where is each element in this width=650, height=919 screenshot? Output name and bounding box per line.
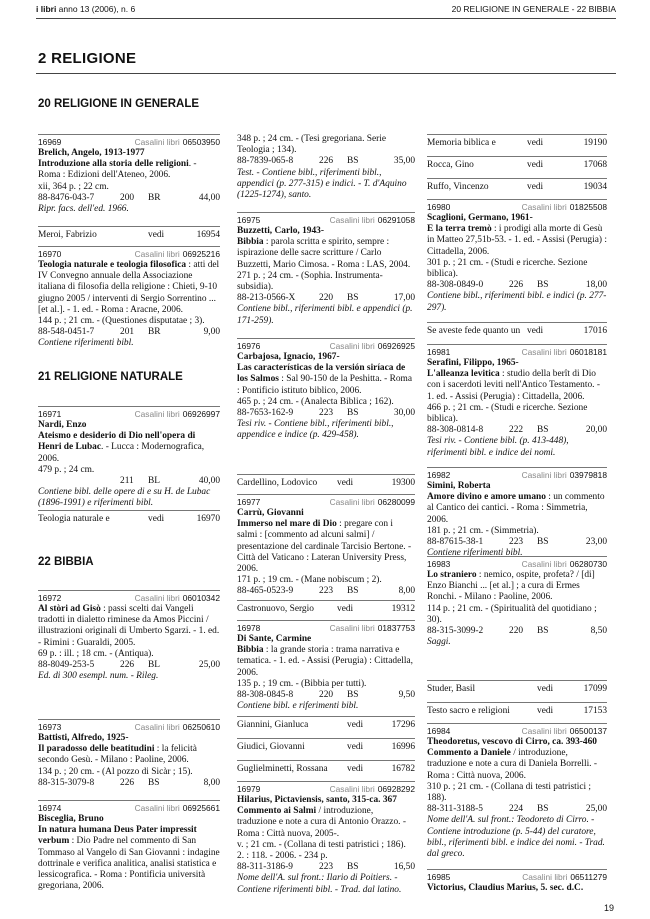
catalog-entry: 16976 Casalini libri 06926925 Carbajosa, Ignacio, 1967- Las características de la versión siríaca de los Salmos : Sal 90-150 de la Peshitta. - Roma : Pontificio istituto biblico, 2006. 465 p. ; 24 cm. - (Analecta Biblica ; 162). 88-7653-162-9 223 BS 30,00 Tesi riv. - Contiene bibl., riferimenti bibl., appendice e indice (p. 429-458). [237,338,415,442]
entry-author: Carrù, Giovanni [237,508,304,518]
catalog-entry: 16984 Casalini libri 06500137 Theodoretus, vescovo di Cirro, ca. 393-460 Commento a Daniele / introduzione, traduzione e note a cura di Daniela Borrelli. - Roma : Città nuova, 2006. 310 p. ; 21 cm. - (Collana di testi patristici ; 188). 88-311-3188-5 224 BS 25,00 Nome dell'A. sul front.: Teodoreto di Cirro. - Contiene introduzione (p. 5-44) del curatore, bibl., riferimenti bibl. e indice dei nomi. - Trad. dal greco. [427,723,607,860]
catalog-entry: 16972 Casalini libri 06010342 Al stòri ad Gisò : passi scelti dai Vangeli tradotti in dialetto riminese da Amos Piccini / illustrazioni originali di Umberto Sgarzi. - 1. ed. - Rimini : Guaraldi, 2005. 69 p. : ill. ; 18 cm. - (Antiqua). 88-8049-253-5 226 BL 25,00 Ed. di 300 esempl. num. - Rileg. [38,590,220,682]
entry-author: Simini, Roberta [427,481,491,491]
cross-reference: Studer, Basil vedi 17099 [427,680,607,696]
entry-author: Brelich, Angelo, 1913-1977 [38,148,145,158]
header-section-range: 20 RELIGIONE IN GENERALE - 22 BIBBIA [451,4,616,14]
catalog-entry: 16982 Casalini libri 03979818 Simini, Roberta Amore divino e amore umano : un commento al Cantico dei cantici. - Roma : Simmetria, 2006. 181 p. ; 21 cm. - (Simmetria). 88-87615-38-1 223 BS 23,00 Contiene riferimenti bibl. [427,467,607,559]
entry-author: Bisceglia, Bruno [38,814,104,824]
entry-author: Serafini, Filippo, 1965- [427,358,519,368]
cross-reference: Rocca, Gino vedi 17068 [427,156,607,172]
entry-author: Scaglioni, Germano, 1961- [427,213,533,223]
cross-reference: Se aveste fede quanto un vedi 17016 [427,322,607,338]
catalog-entry: 16971 Casalini libri 06926997 Nardi, Enzo Ateismo e desiderio di Dio nell'opera di Henri de Lubac. - Lucca : Modernografica, 2006. 479 p. ; 24 cm. 211 BL 40,00 Contiene bibl. delle opere di e su H. de Lubac (1896-1991) e riferimenti bibl. [38,406,220,510]
catalog-entry: 16974 Casalini libri 06925661 Bisceglia, Bruno In natura humana Deus Pater impressit verbum : Dio Padre nel commento di San Tommaso al Vangelo di San Giovanni : indagine dottrinale e verifica analitica, analisi statistica e lessicografica. - Roma : Pontificia università gregoriana, 2006. [38,800,220,892]
section-title-20: 20 RELIGIONE IN GENERALE [38,98,200,110]
catalog-entry: 16973 Casalini libri 06250610 Battisti, Alfredo, 1925- Il paradosso delle beatitudini : la felicità secondo Gesù. - Milano : Paoline, 2006. 134 p. ; 20 cm. - (Al pozzo di Sicàr ; 15). 88-315-3079-8 226 BS 8,00 [38,719,220,789]
header-rule [36,18,616,19]
cross-reference: Ruffo, Vincenzo vedi 19034 [427,178,607,194]
entry-author: Victorius, Claudius Marius, 5. sec. d.C. [427,883,584,893]
catalog-entry: 16970 Casalini libri 06925216 Teologia naturale e teologia filosofica : atti del IV Convegno annuale della Associazione italiana di filosofia della religione : Chieti, 9-10 giugno 2005 / interventi di Sergio Sorrentino ... [et al.]. - 1. ed. - Roma : Aracne, 2006. 144 p. ; 21 cm. - (Questiones disputatae ; 3). 88-548-0451-7 201 BR 9,00 Contiene riferimenti bibl. [38,246,220,350]
catalog-entry: 16985 Casalini libri 06511279 Victorius, Claudius Marius, 5. sec. d.C. [427,869,607,894]
running-header [36,4,616,16]
entry-author: Buzzetti, Carlo, 1943- [237,226,324,236]
catalog-entry: 16979 Casalini libri 06928292 Hilarius, Pictaviensis, santo, 315-ca. 367 Commento ai Salmi / introduzione, traduzione e note a cura di Antonio Orazzo. - Roma : Città nuova, 2005-. v. ; 21 cm. - (Collana di testi patristici ; 186). 2. : 118. - 2006. - 234 p. 88-311-3186-9 223 BS 16,50 Nome dell'A. sul front.: Ilario di Poitiers. - Contiene riferimenti bibl. - Trad. dal latino. [237,781,415,896]
cross-reference: Meroi, Fabrizio vedi 16954 [38,226,220,242]
entry-author: Hilarius, Pictaviensis, santo, 315-ca. 367 [237,795,397,805]
page-number: 19 [603,903,614,913]
cross-reference: Guglielminetti, Rossana vedi 16782 [237,760,415,776]
entry-author: Carbajosa, Ignacio, 1967- [237,352,340,362]
section-title-22: 22 BIBBIA [38,556,94,568]
cross-reference: Teologia naturale e vedi 16970 [38,510,220,526]
entry-author: Battisti, Alfredo, 1925- [38,733,129,743]
journal-info: i libri anno 13 (2006), n. 6 [36,4,136,14]
catalog-entry: 16983 Casalini libri 06280730 Lo straniero : nemico, ospite, profeta? / [di] Enzo Bianchi ... [et al.] ; a cura di Ermes Ronchi. - Milano : Paoline, 2006. 114 p. ; 21 cm. - (Spiritualità del quotidiano ; 30). 88-315-3099-2 220 BS 8,50 Saggi. [427,556,607,648]
cross-reference: Cardellino, Lodovico vedi 19300 [237,474,415,490]
chapter-title: 2 RELIGIONE [38,50,137,67]
catalog-entry: 16981 Casalini libri 06018181 Serafini, Filippo, 1965- L'alleanza levitica : studio della berît di Dio con i sacerdoti leviti nell'Antico Testamento. - 1. ed. - Assisi (Perugia) : Cittadella, 2006. 466 p. ; 21 cm. - (Studi e ricerche. Sezione biblica). 88-308-0814-8 222 BS 20,00 Tesi riv. - Contiene bibl. (p. 413-448), riferimenti bibl. e indice dei nomi. [427,344,607,459]
entry-author: Di Sante, Carmine [237,634,312,644]
cross-reference: Testo sacro e religioni vedi 17153 [427,702,607,718]
cross-reference: Giudici, Giovanni vedi 16996 [237,738,415,754]
cross-reference: Memoria biblica e vedi 19190 [427,134,607,150]
cross-reference: Castronuovo, Sergio vedi 19312 [237,600,415,616]
catalog-entry: 16977 Casalini libri 06280099 Carrù, Giovanni Immerso nel mare di Dio : pregare con i salmi : [commento ad alcuni salmi] / presentazione del cardinale Tarcisio Bertone. - Città del Vaticano : Lateran University Press, 2006. 171 p. ; 19 cm. - (Mane nobiscum ; 2). 88-465-0523-9 223 BS 8,00 [237,494,415,598]
catalog-entry: 16980 Casalini libri 01825508 Scaglioni, Germano, 1961- E la terra tremò : i prodigi alla morte di Gesù in Matteo 27,51b-53. - 1. ed. - Assisi (Perugia) : Cittadella, 2006. 301 p. ; 21 cm. - (Studi e ricerche. Sezione biblica). 88-308-0849-0 226 BS 18,00 Contiene bibl., riferimenti bibl. e indici (p. 277-297). [427,199,607,314]
chapter-rule [36,73,616,74]
catalog-entry: 16975 Casalini libri 06291058 Buzzetti, Carlo, 1943- Bibbia : parola scritta e spirito, sempre : ispirazione delle sacre scritture / Carlo Buzzetti, Mario Cimosa. - Roma : LAS, 2004. 271 p. ; 24 cm. - (Sophia. Instrumenta-subsidia). 88-213-0566-X 220 BS 17,00 Contiene bibl., riferimenti bibl. e appendici (p. 171-259). [237,212,415,327]
entry-author: Theodoretus, vescovo di Cirro, ca. 393-460 [427,737,597,747]
entry-author: Nardi, Enzo [38,420,87,430]
section-title-21: 21 RELIGIONE NATURALE [38,371,183,383]
catalog-entry: 16969 Casalini libri 06503950 Brelich, Angelo, 1913-1977 Introduzione alla storia delle religioni. - Roma : Edizioni dell'Ateneo, 2006. xii, 364 p. ; 22 cm. 88-8476-043-7 200 BR 44,00 Ripr. facs. dell'ed. 1966. [38,134,220,215]
catalog-entry-continued: 348 p. ; 24 cm. - (Tesi gregoriana. Serie Teologia ; 134). 88-7839-065-8 226 BS 35,00 Test. - Contiene bibl., riferimenti bibl., appendici (p. 277-315) e indici. - T. d'Aquino (1225-1274), santo. [237,134,415,200]
cross-reference: Giannini, Gianluca vedi 17296 [237,716,415,732]
catalog-entry: 16978 Casalini libri 01837753 Di Sante, Carmine Bibbia : la grande storia : trama narrativa e tematica. - 1. ed. - Assisi (Perugia) : Cittadella, 2006. 135 p. ; 19 cm. - (Bibbia per tutti). 88-308-0845-8 220 BS 9,50 Contiene bibl. e riferimenti bibl. [237,620,415,712]
